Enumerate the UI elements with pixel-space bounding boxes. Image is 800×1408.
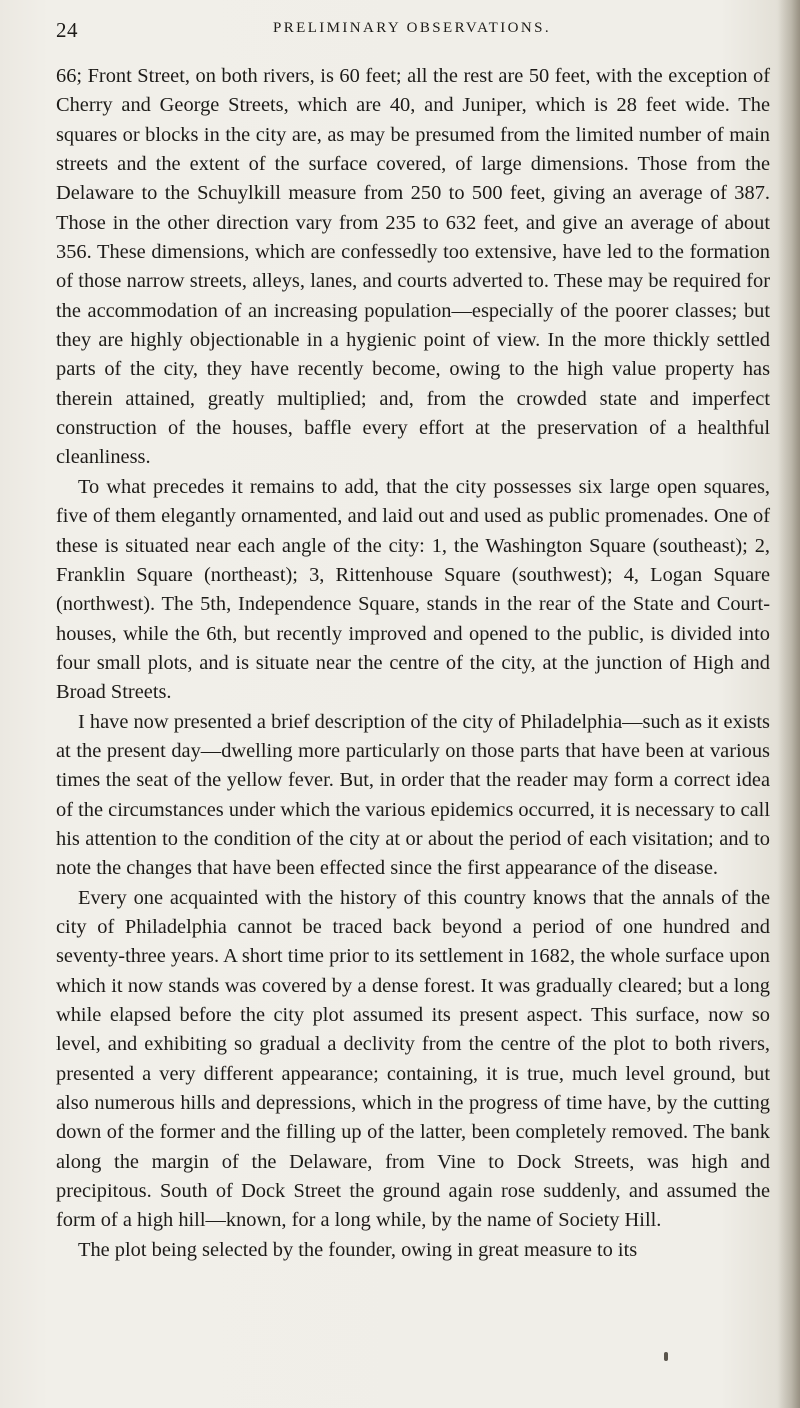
page-edge-shadow — [778, 0, 800, 1408]
paragraph-city-description: I have now presented a brief description of the city of Philadelphia—such as it exists at the present day—dwelling more particularly on those parts that have been at various times the seat of the yellow fever. But, in order that the reader may form a correct idea of the circumstances under which the various epidemics occurred, it is necessary to call his attention to the condition of the city at or about the period of each visitation; and to note the changes that have been effected since the first appearance of the disease. — [56, 710, 770, 880]
paragraph-city-history: Every one acquainted with the history of this country knows that the annals of the city of Philadelphia cannot be traced back beyond a period of one hundred and seventy-three years. A short time prior to its settlement in 1682, the whole surface upon which it now stands was covered by a dense forest. It was gradually cleared; but a long while elapsed before the city plot assumed its present aspect. This surface, now so level, and exhibiting so gradual a declivity from the centre of the plot to both rivers, presented a very different appearance; containing, it is true, much level ground, but also numerous hills and depressions, which in the progress of time have, by the cutting down of the former and the filling up of the latter, been completely removed. The bank along the margin of the Delaware, from Vine to Dock Streets, was high and precipitous. South of Dock Street the ground again rose suddenly, and assumed the form of a high hill—known, for a long while, by the name of Society Hill. — [56, 886, 770, 1232]
ink-mark — [664, 1352, 668, 1361]
paragraph-open-squares: To what precedes it remains to add, that the city possesses six large open squares, five of them elegantly ornamented, and laid out and used as public promenades. One of these is situated near each angle of the city: 1, the Washington Square (southeast); 2, Franklin Square (northeast); 3, Rittenhouse Square (southwest); 4, Logan Square (northwest). The 5th, Independence Square, stands in the rear of the State and Court-houses, while the 6th, but recently improved and opened to the public, is divided into four small plots, and is situate near the centre of the city, at the junction of High and Broad Streets. — [56, 475, 770, 704]
paragraph-plot-selection: The plot being selected by the founder, owing in great measure to its — [78, 1238, 638, 1261]
page-number: 24 — [56, 18, 78, 42]
body-text — [56, 62, 770, 1265]
running-head — [56, 18, 768, 50]
paragraph-street-widths: 66; Front Street, on both rivers, is 60 feet; all the rest are 50 feet, with the exception of Cherry and George Streets, which are 40, and Juniper, which is 28 feet wide. The squares or blocks in the city are, as may be presumed from the limited number of main streets and the extent of the surface covered, of large dimensions. Those from the Delaware to the Schuylkill measure from 250 to 500 feet, giving an average of 387. Those in the other direction vary from 235 to 632 feet, and give an average of about 356. These dimensions, which are confessedly too extensive, have led to the formation of those narrow streets, alleys, lanes, and courts adverted to. These may be required for the accommodation of an increasing population—especially of the poorer classes; but they are highly objectionable in a hygienic point of view. In the more thickly settled parts of the city, they have recently become, owing to the high value property has therein attained, greatly multiplied; and, from the crowded state and imperfect construction of the houses, baffle every effort at the preservation of a healthful cleanliness. — [56, 65, 770, 469]
running-title: PRELIMINARY OBSERVATIONS. — [273, 20, 551, 36]
